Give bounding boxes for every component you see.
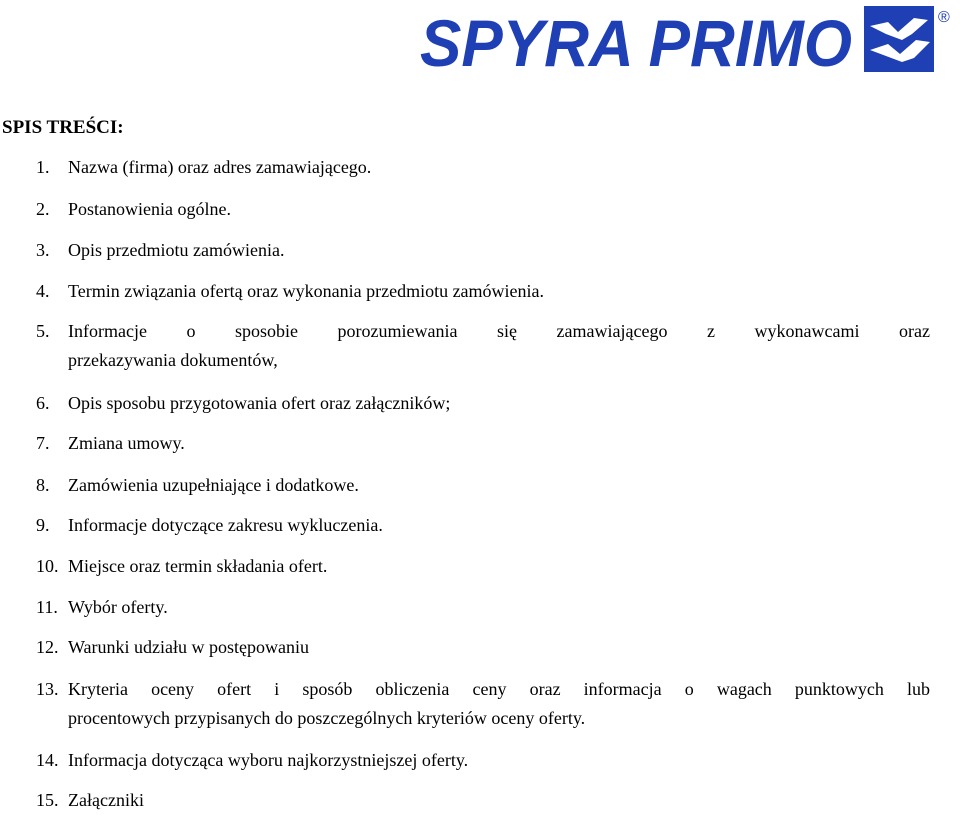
toc-item-text: Opis sposobu przygotowania ofert oraz załączników; (68, 393, 451, 413)
toc-item-number: 15. (36, 790, 59, 810)
toc-item-11 (36, 593, 930, 622)
toc-item-14 (36, 746, 930, 775)
toc-item-text: Warunki udziału w postępowaniu (68, 637, 309, 657)
toc-item-text: Zamówienia uzupełniające i dodatkowe. (68, 475, 359, 495)
toc-item-text: Informacje dotyczące zakresu wykluczenia. (68, 515, 383, 535)
toc-item-text: Termin związania ofertą oraz wykonania przedmiotu zamówienia. (68, 281, 545, 301)
toc-item-number: 9. (36, 515, 50, 535)
toc-item-number: 7. (36, 433, 50, 453)
toc-item-12 (36, 633, 930, 662)
toc-item-8 (36, 471, 930, 500)
toc-item-6 (36, 389, 930, 418)
registered-mark: ® (938, 9, 950, 26)
toc-item-number: 2. (36, 199, 50, 219)
toc-item-number: 12. (36, 637, 59, 657)
toc-item-1 (36, 153, 930, 182)
toc-item-text: Zmiana umowy. (68, 433, 185, 453)
toc-item-number: 3. (36, 240, 50, 260)
toc-item-number: 13. (36, 679, 59, 699)
toc-item-text-continued: przekazywania dokumentów, (68, 350, 278, 370)
toc-item-text: Wybór oferty. (68, 597, 168, 617)
logo-wordmark: SPYRA PRIMO (420, 6, 852, 76)
toc-item-text: Informacje o sposobie porozumiewania się zamawiającego z wykonawcami oraz (68, 321, 930, 341)
toc-item-text: Załączniki (68, 790, 144, 810)
toc-item-15 (36, 786, 930, 815)
toc-item-text: Informacja dotycząca wyboru najkorzystniejszej oferty. (68, 750, 469, 770)
toc-item-text: Opis przedmiotu zamówienia. (68, 240, 285, 260)
toc-item-7 (36, 429, 930, 458)
toc-item-3 (36, 236, 930, 265)
toc-item-text-continued: procentowych przypisanych do poszczególnych kryteriów oceny oferty. (68, 708, 586, 728)
toc-item-text: Nazwa (firma) oraz adres zamawiającego. (68, 157, 372, 177)
toc-item-text: Postanowienia ogólne. (68, 199, 231, 219)
toc-item-number: 4. (36, 281, 50, 301)
toc-item-number: 1. (36, 157, 50, 177)
toc-item-2 (36, 195, 930, 224)
toc-title: SPIS TREŚCI: (2, 117, 124, 138)
toc-item-4 (36, 277, 930, 306)
toc-item-text: Miejsce oraz termin składania ofert. (68, 556, 328, 576)
toc-item-text: Kryteria oceny ofert i sposób obliczenia ceny oraz informacja o wagach punktowych lub (68, 679, 930, 699)
toc-item-number: 6. (36, 393, 50, 413)
toc-item-number: 14. (36, 750, 59, 770)
toc-item-10 (36, 552, 930, 581)
toc-item-number: 8. (36, 475, 50, 495)
toc-item-number: 11. (36, 597, 58, 617)
toc-item-13 (36, 675, 930, 733)
toc-item-number: 5. (36, 321, 50, 341)
toc-item-number: 10. (36, 556, 59, 576)
toc-item-5 (36, 317, 930, 375)
toc-item-9 (36, 511, 930, 540)
